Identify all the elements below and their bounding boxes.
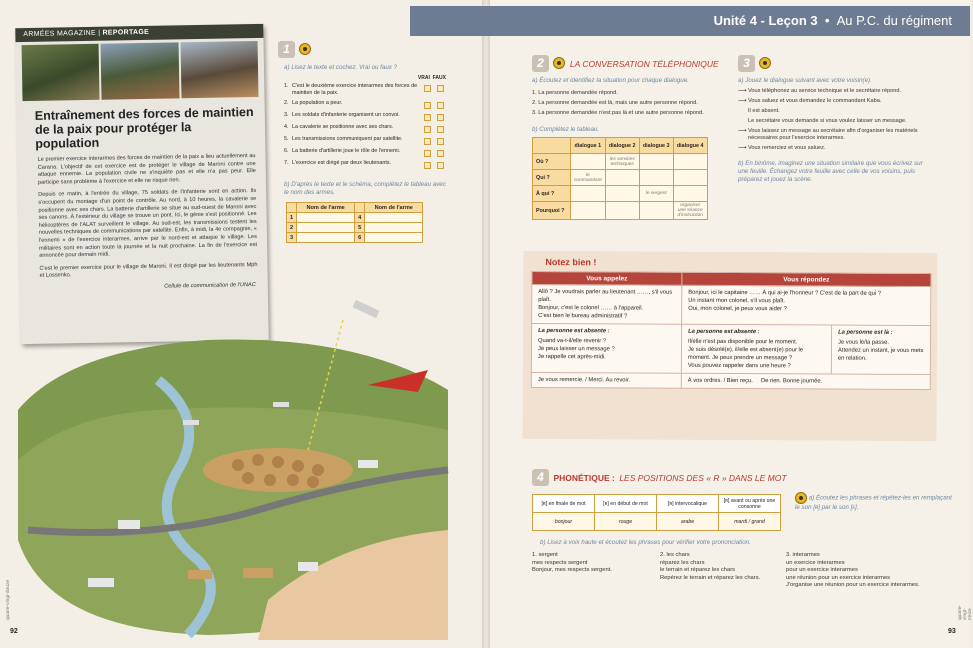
reading-line: Bonjour, mes respects sergent. [532, 567, 612, 573]
faux-checkbox[interactable] [437, 102, 444, 109]
phrase: Un instant mon colonel, s'il vous plaît. [688, 297, 786, 305]
answer-cell[interactable] [571, 202, 606, 220]
dialogue-step: ⟶ Vous saluez et vous demandez le commandant Kaba. [738, 98, 928, 105]
answer-cell[interactable] [673, 170, 707, 186]
magazine-name: ARMÉES MAGAZINE [23, 29, 97, 39]
phrase: Quand va-t-il/elle revenir ? [538, 337, 607, 345]
vrai-checkbox[interactable] [424, 126, 431, 133]
arm-answer-field[interactable] [297, 213, 355, 223]
faux-checkbox[interactable] [437, 150, 444, 157]
activity-number: 4 [532, 469, 549, 486]
instruction-a: a) Écoutez les phrases et répétez-les en remplaçant le son [ʀ] par le son [ɛ]. [795, 494, 952, 511]
phrase: Vous pouvez rappeler dans une heure ? [687, 362, 791, 370]
phrase: Il/elle n'est pas disponible pour le moment. [688, 338, 798, 346]
lesson-subtitle: Au P.C. du régiment [836, 13, 952, 28]
soldier-photo [22, 44, 100, 101]
activity-number: 2 [532, 55, 549, 72]
instruction-b: b) D'après le texte et le schéma, complétez le tableau avec le nom des armes. [284, 181, 446, 196]
article-body [38, 153, 258, 281]
phrase: C'est bien le bureau administratif ? [538, 312, 628, 320]
true-false-list [278, 83, 448, 169]
present-label: La personne est là : [838, 329, 893, 336]
dialogue-step: ⟶ Vous remerciez et vous saluez. [738, 145, 928, 152]
instruction-b: b) Lisez à voix haute et écoutez les phrases pour vérifier votre prononciation. [540, 539, 751, 546]
reading-line: mes respects sergent [532, 559, 588, 566]
book-gutter [482, 0, 490, 648]
vrai-checkbox[interactable] [424, 138, 431, 145]
page-words-left: quatre-vingt-douze [6, 580, 11, 620]
reading-line: J'organise une réunion pour un exercice interarmes. [786, 582, 920, 588]
magazine-header: ARMÉES MAGAZINE | REPORTAGE [15, 24, 263, 42]
activity-3 [738, 54, 928, 188]
dialogue-step: ⟶ Vous laissez un message au secrétaire afin d'organiser les matériels nécessaires pour l'exercice interarmes. [738, 128, 928, 142]
reading-line: Repérez le terrain et réparez les chars. [660, 574, 761, 581]
activity-title: LES POSITIONS DES « R » DANS LE MOT [619, 473, 787, 483]
phrase: De rien. Bonne journée. [760, 378, 823, 385]
reading-columns [532, 552, 952, 590]
reading-line: 2. les chars [660, 552, 690, 558]
absent-reply-cell [681, 324, 831, 374]
answer-cell[interactable] [571, 186, 606, 202]
answer-cell[interactable] [605, 186, 639, 202]
phonetic-header: [ʀ] en début de mot [595, 495, 657, 513]
statement-text: L'exercice est dirigé par deux lieutenants. [292, 160, 392, 166]
arm-number: 2 [287, 223, 297, 233]
statement-text: La cavalerie se positionne avec ses chars. [292, 124, 394, 130]
notez-bien-title: Notez bien ! [545, 257, 597, 268]
arm-answer-field[interactable] [365, 213, 423, 223]
phrase: Allô ? Je voudrais parler au lieutenant ……, s'il vous plaît. [538, 288, 673, 304]
magazine-article [15, 24, 268, 344]
arm-answer-field[interactable] [365, 233, 423, 243]
read-icon [299, 43, 311, 55]
statement-number: 5. [284, 136, 289, 142]
statement-number: 6. [284, 148, 289, 154]
answer-cell[interactable]: le commandant [571, 170, 606, 186]
phone-phrases-table [531, 271, 932, 390]
dialogue-step: Il est absent. [748, 108, 780, 114]
reading-column [532, 552, 652, 590]
answer-cell[interactable]: organiser une séance d'instruction [673, 202, 707, 220]
dialogue-header: dialogue 1 [571, 138, 606, 154]
absent-label: La personne est absente : [538, 327, 610, 335]
activity-number: 1 [278, 41, 295, 58]
listen-icon [795, 492, 807, 504]
statement-text: La batterie d'artillerie joue le rôle de l'ennemi. [292, 148, 401, 154]
unit-title: Unité 4 - Leçon 3 [713, 13, 818, 28]
dialogue-step: ⟶ Vous téléphonez au service technique et le secrétaire répond. [738, 88, 928, 95]
phrase: Je suis désolé(e), il/elle est absent(e) pour le moment. Je peux prendre un message ? [687, 346, 804, 362]
statement-row [284, 100, 448, 109]
answer-cell[interactable] [571, 154, 606, 170]
vrai-label: VRAI [417, 75, 430, 81]
arm-number: 6 [355, 233, 365, 243]
arm-number: 4 [355, 213, 365, 223]
vrai-checkbox[interactable] [424, 102, 431, 109]
conversation-table [532, 137, 708, 220]
statement-number: 3. [284, 112, 289, 118]
dialogue-header: dialogue 2 [605, 138, 639, 154]
phonetic-header: [ʀ] avant ou après une consonne [719, 495, 781, 513]
phrase: Je peux laisser un message ? [537, 345, 615, 353]
faux-checkbox[interactable] [437, 138, 444, 145]
row-label: Où ? [533, 154, 571, 170]
dialogue-header: dialogue 4 [673, 138, 707, 154]
phrase: À vos ordres. / Bien reçu. [687, 377, 753, 385]
end-right-cell [681, 373, 930, 389]
faux-checkbox[interactable] [437, 85, 444, 92]
listen-icon [553, 57, 565, 69]
reading-line: une réunion pour un exercice interarmes [786, 574, 891, 581]
phonetic-header: [ʀ] intervocalique [657, 495, 719, 513]
reading-line: 3. interarmes [786, 552, 820, 558]
header-appelez: Vous appelez [532, 271, 682, 285]
activity-4 [532, 468, 952, 590]
activity-1 [278, 40, 448, 243]
answer-cell[interactable]: les services techniques [605, 154, 639, 170]
reading-column [660, 552, 778, 590]
article-paragraph: Depuis ce matin, à l'entrée du village, 75 soldats de l'infanterie sont en action. Ils s'occupent du montage d'un point de contrôle. Au nord, à 10 heures, la cavalerie se positionne avec ses chars. La batterie d'artillerie se situe au sud-ouest de Maroni avec ses canons. À l'extérieur du village se trouve un pont. Ici, le génie s'est positionné. Les hélicoptères de l'ALAT surveillent le village. Au sud-est, les transmissions testent les nouvelles techniques de communications par satellite. Enfin, à midi, la 4e compagnie, « l'ennemi » de l'exercice interarmes, arrive par le nord-est et attaque le village. Les militaires sont en action toute la journée et la nuit prochaine. La fin de l'exercice est annoncée pour demain midi. [38, 188, 258, 259]
faux-checkbox[interactable] [437, 162, 444, 169]
instruction-b: b) En binôme, imaginez une situation similaire que vous écrivez sur une feuille. Échangez votre feuille avec celle de vos voisins, puis préparez et jouez la scène. [738, 160, 923, 183]
instruction-a: a) Jouez le dialogue suivant avec votre voisin(e). [738, 77, 872, 84]
answer-cell[interactable] [639, 154, 673, 170]
repondez-cell [682, 285, 931, 325]
phonetic-example: mardi / grand [719, 513, 781, 531]
phonetic-header: [ʀ] en finale de mot [533, 495, 595, 513]
answer-cell[interactable] [673, 154, 707, 170]
row-label: Pourquoi ? [533, 202, 571, 220]
troops-photo [101, 42, 179, 99]
speak-icon [759, 57, 771, 69]
situation-list [532, 88, 732, 118]
statement-text: Les transmissions communiquent par satellite. [292, 136, 403, 142]
activity-title-bold: PHONÉTIQUE : [553, 473, 615, 483]
reading-line: pour un exercice interarmes [786, 567, 858, 573]
arm-number: 1 [287, 213, 297, 223]
page-number-right: 93 [948, 628, 956, 635]
arms-table [286, 202, 423, 243]
reading-column [786, 552, 936, 590]
notez-bien-box [523, 251, 938, 441]
absent-ask-cell [531, 323, 681, 373]
phrase: Bonjour, ici le capitaine …… À qui ai-je l'honneur ? C'est de la part de qui ? [688, 289, 881, 297]
magazine-section: REPORTAGE [102, 28, 150, 37]
statement-number: 4. [284, 124, 289, 130]
statement-row [284, 83, 448, 97]
list-item: 3. La personne demandée n'est pas là et une autre personne répond. [532, 110, 704, 116]
phonetic-example: bonjour [533, 513, 595, 531]
dialogue-header: dialogue 3 [639, 138, 673, 154]
statement-text: Les soldats d'infanterie organisent un convoi. [292, 112, 400, 118]
activity-title: LA CONVERSATION TÉLÉPHONIQUE [569, 59, 719, 69]
statement-number: 7. [284, 160, 289, 166]
list-item: 1. La personne demandée répond. [532, 90, 618, 96]
phrase: Attendez un instant, je vous mets en relation. [837, 347, 924, 362]
absent-label: La personne est absente : [688, 328, 760, 336]
statement-text: C'est le deuxième exercice interarmes des forces de maintien de la paix. [292, 83, 418, 96]
article-paragraph: Le premier exercice interarmes des forces de maintien de la paix a lieu actuellement au Carana. L'objectif de cet exercice est de protéger le village de Maroni contre une attaque ennemie. La population civile ne s'inquiète pas et elle n'a pas peur. Elle participe sans problème à l'exercice et elle ne risque rien. [37, 153, 256, 186]
vrai-faux-header [278, 75, 448, 81]
statement-row [284, 160, 448, 169]
arm-answer-field[interactable] [365, 223, 423, 233]
instruction-a: a) Écoutez et identifiez la situation pour chaque dialogue. [532, 77, 689, 84]
magazine-photos [22, 41, 259, 101]
statement-row [284, 112, 448, 121]
row-label: À qui ? [533, 186, 571, 202]
answer-cell[interactable] [673, 186, 707, 202]
appelez-cell [532, 284, 682, 324]
reading-line: un exercice interarmes [786, 559, 845, 566]
arm-answer-field[interactable] [297, 223, 355, 233]
header-repondez: Vous répondez [682, 272, 931, 286]
dialogue-step: Le secrétaire vous demande si vous voulez laisser un message. [748, 118, 907, 124]
battlefield-illustration [8, 300, 453, 640]
phrase: Je rappelle cet après-midi. [537, 353, 606, 361]
row-label: Qui ? [533, 170, 571, 186]
faux-label: FAUX [432, 75, 446, 81]
phrase: Oui, mon colonel, je peux vous aider ? [688, 305, 787, 313]
article-title: Entraînement des forces de maintien de la paix pour protéger la population [34, 105, 254, 151]
statement-text: La population a peur. [292, 100, 343, 106]
phonetic-example: rouge [595, 513, 657, 531]
answer-cell[interactable]: le sergent [639, 186, 673, 202]
article-credit: Cellule de communication de l'UNAC [164, 281, 256, 290]
phrase: Bonjour, c'est le colonel …… à l'appareil. [538, 304, 644, 312]
reading-line: le terrain et réparez les chars [660, 567, 736, 573]
activity-number: 3 [738, 55, 755, 72]
parade-photo [180, 41, 258, 98]
statement-row [284, 136, 448, 145]
faux-checkbox[interactable] [437, 126, 444, 133]
answer-cell[interactable] [639, 170, 673, 186]
arm-answer-field[interactable] [297, 233, 355, 243]
statement-number: 2. [284, 100, 289, 106]
reading-line: réparez les chars [660, 559, 705, 566]
answer-cell[interactable] [605, 170, 639, 186]
unit-header: Unité 4 - Leçon 3 • Au P.C. du régiment [410, 6, 970, 36]
faux-checkbox[interactable] [437, 114, 444, 121]
present-reply-cell [831, 325, 930, 375]
statement-row [284, 124, 448, 133]
vrai-checkbox[interactable] [424, 85, 431, 92]
end-left-cell: Je vous remercie. / Merci. Au revoir. [531, 372, 681, 388]
statement-number: 1. [284, 83, 289, 89]
activity-2 [532, 54, 732, 220]
answer-cell[interactable] [605, 202, 639, 220]
reading-line: 1. sergent [532, 552, 558, 558]
phrase: Je vous le/la passe. [838, 339, 889, 346]
arm-header: Nom de l'arme [297, 203, 355, 213]
instruction-a-block [795, 492, 955, 511]
vrai-checkbox[interactable] [424, 114, 431, 121]
phonetics-table [532, 494, 781, 531]
page-words-right: quatre-vingt-treize [958, 604, 973, 620]
answer-cell[interactable] [639, 202, 673, 220]
statement-row [284, 148, 448, 157]
arm-header: Nom de l'arme [365, 203, 423, 213]
arm-number: 3 [287, 233, 297, 243]
page-number-left: 92 [10, 628, 18, 635]
phonetic-example: arabe [657, 513, 719, 531]
instruction-b: b) Complétez le tableau. [532, 126, 600, 133]
list-item: 2. La personne demandée est là, mais une autre personne répond. [532, 100, 698, 106]
instruction-a: a) Lisez le texte et cochez. Vrai ou faux ? [284, 64, 398, 71]
dialogue-steps [738, 88, 928, 152]
vrai-checkbox[interactable] [424, 162, 431, 169]
article-paragraph: C'est le premier exercice pour le village de Maroni. Il est dirigé par les lieutenants Mph et Lossenko. [39, 261, 258, 280]
vrai-checkbox[interactable] [424, 150, 431, 157]
arm-number: 5 [355, 223, 365, 233]
